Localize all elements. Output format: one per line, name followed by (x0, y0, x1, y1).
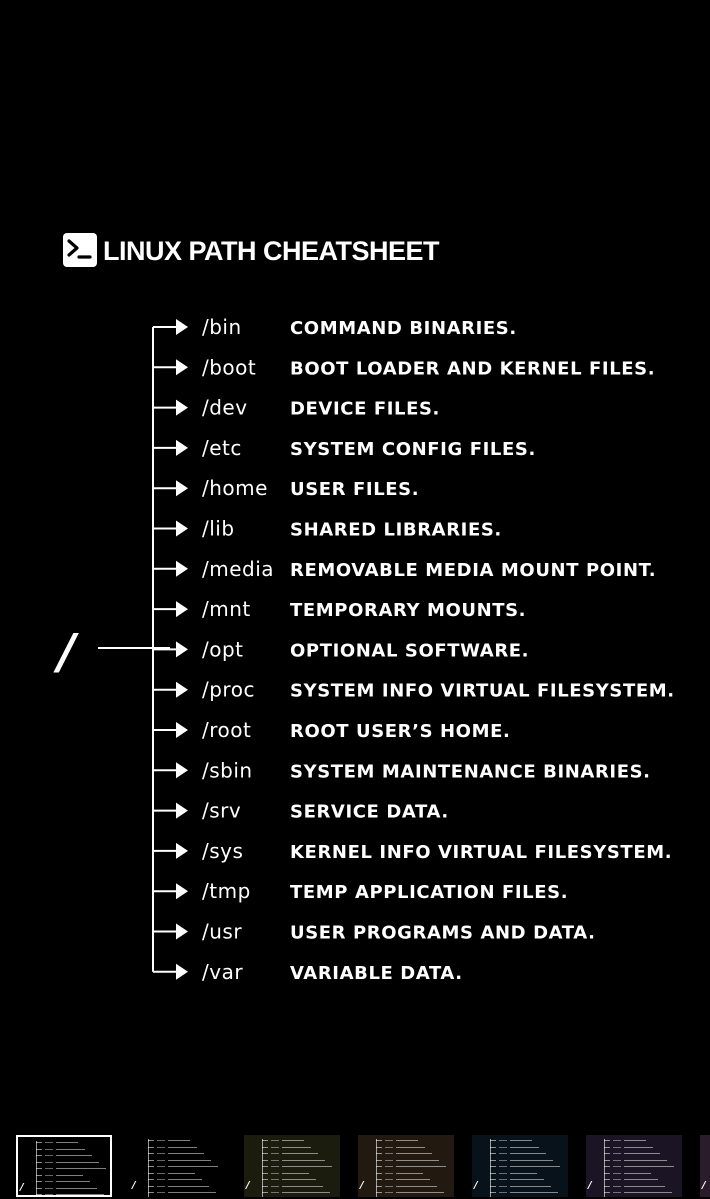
thumbnail-branch (36, 1194, 42, 1195)
arrow-head-icon (176, 722, 188, 738)
directory-description: USER FILES. (290, 479, 420, 501)
thumbnail-description-text (396, 1192, 444, 1193)
thumbnail-description-text (168, 1186, 209, 1187)
thumbnail-branch (376, 1140, 382, 1141)
directory-description: TEMPORARY MOUNTS. (290, 600, 527, 622)
arrow-head-icon (176, 843, 188, 859)
header (63, 233, 440, 267)
tree-entry (153, 476, 419, 500)
thumbnail-branch (262, 1192, 268, 1193)
thumbnail-description-text (510, 1166, 560, 1167)
thumbnail-description-text (168, 1160, 211, 1161)
thumbnail-root-label: / (246, 1180, 250, 1191)
thumbnail-description-text (168, 1173, 195, 1174)
directory-path: /root (202, 718, 252, 742)
thumbnail-trunk (604, 1139, 605, 1197)
thumbnail-path-text (271, 1179, 279, 1180)
thumbnail-description-text (396, 1153, 432, 1154)
thumbnail-path-text (45, 1188, 53, 1189)
thumbnail-strip (0, 1133, 710, 1199)
thumbnail-path-text (613, 1192, 621, 1193)
thumbnail-branch (490, 1186, 496, 1187)
thumbnail-description-text (282, 1179, 316, 1180)
arrow-head-icon (176, 319, 188, 335)
directory-path: /var (202, 959, 244, 984)
tree-entry (153, 839, 672, 863)
thumbnail-path-text (45, 1175, 53, 1176)
thumbnail-branch (36, 1162, 42, 1163)
arrow-head-icon (176, 601, 188, 617)
directory-path: /media (202, 556, 275, 581)
thumbnail-branch (376, 1153, 382, 1154)
thumbnail-path-text (499, 1153, 507, 1154)
thumbnail-path-text (157, 1166, 165, 1167)
thumbnail-branch (148, 1179, 154, 1180)
directory-description: KERNEL INFO VIRTUAL FILESYSTEM. (290, 841, 673, 863)
tree-entry (153, 879, 568, 903)
thumbnail-branch (148, 1153, 154, 1154)
thumbnail-description-text (168, 1147, 197, 1148)
thumbnail-description-text (56, 1142, 78, 1143)
thumbnail-description-text (168, 1179, 202, 1180)
directory-path: /dev (202, 395, 248, 420)
thumbnail-description-text (510, 1179, 544, 1180)
thumbnail-description-text (624, 1166, 674, 1167)
thumbnail-description-text (168, 1192, 216, 1193)
thumbnail-branch (490, 1166, 496, 1167)
thumbnail-branch (376, 1173, 382, 1174)
tree-entry (153, 718, 510, 742)
thumbnail-description-text (624, 1192, 672, 1193)
terminal-prompt-icon (63, 233, 97, 267)
thumbnail-branch (604, 1160, 610, 1161)
arrow-head-icon (176, 883, 188, 899)
thumbnail-branch (36, 1175, 42, 1176)
thumbnail-branch (490, 1192, 496, 1193)
thumbnail-branch (148, 1166, 154, 1167)
thumbnail-path-text (271, 1153, 279, 1154)
thumbnail-branch (262, 1179, 268, 1180)
thumbnail-path-text (157, 1147, 165, 1148)
thumbnail-path-text (271, 1147, 279, 1148)
thumbnail-branch (262, 1160, 268, 1161)
thumbnail-root-label: / (588, 1180, 592, 1191)
thumbnail-description-text (282, 1160, 325, 1161)
arrow-head-icon (176, 561, 188, 577)
thumbnail-description-text (624, 1186, 665, 1187)
thumbnail-path-text (613, 1166, 621, 1167)
thumbnail-branch (148, 1140, 154, 1141)
thumbnail-description-text (510, 1160, 553, 1161)
directory-path: /home (202, 476, 268, 501)
directory-description: VARIABLE DATA. (290, 962, 463, 984)
thumbnail-description-text (168, 1140, 190, 1141)
directory-description: SERVICE DATA. (290, 801, 449, 823)
tree-entry (153, 960, 463, 984)
thumbnail-description-text (282, 1147, 311, 1148)
thumbnail-root-label: / (702, 1180, 706, 1191)
thumbnail-root-label: / (20, 1182, 24, 1193)
tree-entry (153, 396, 440, 420)
thumbnail-trunk (376, 1139, 377, 1197)
arrow-head-icon (176, 641, 188, 657)
thumbnail-path-text (613, 1153, 621, 1154)
thumbnail-path-text (499, 1186, 507, 1187)
thumbnail[interactable] (16, 1135, 112, 1197)
thumbnail-root-label: / (360, 1180, 364, 1191)
thumbnail-path-text (271, 1192, 279, 1193)
thumbnail-description-text (56, 1194, 104, 1195)
directory-description: BOOT LOADER AND KERNEL FILES. (290, 358, 656, 380)
tree-entry (153, 920, 596, 944)
thumbnail-trunk (148, 1139, 149, 1197)
thumbnail-branch (36, 1155, 42, 1156)
thumbnail-path-text (157, 1186, 165, 1187)
thumbnail-path-text (385, 1166, 393, 1167)
directory-path: /opt (202, 637, 244, 662)
thumbnail-path-text (613, 1186, 621, 1187)
thumbnail-path-text (271, 1160, 279, 1161)
thumbnail-description-text (510, 1153, 546, 1154)
thumbnail-branch (490, 1147, 496, 1148)
thumbnail-branch (376, 1179, 382, 1180)
thumbnail-path-text (385, 1147, 393, 1148)
thumbnail[interactable] (358, 1135, 454, 1197)
thumbnail-path-text (613, 1173, 621, 1174)
thumbnail-description-text (282, 1140, 304, 1141)
thumbnail-path-text (45, 1155, 53, 1156)
thumbnail-path-text (385, 1140, 393, 1141)
thumbnail-description-text (56, 1175, 83, 1176)
arrow-head-icon (176, 803, 188, 819)
thumbnail-path-text (45, 1142, 53, 1143)
thumbnail-path-text (499, 1166, 507, 1167)
arrow-head-icon (176, 924, 188, 940)
thumbnail[interactable] (586, 1135, 682, 1197)
page-title: LINUX PATH CHEATSHEET (103, 236, 440, 266)
thumbnail-branch (36, 1142, 42, 1143)
arrow-head-icon (176, 521, 188, 537)
directory-path: /etc (202, 435, 242, 460)
directory-description: ROOT USER’S HOME. (290, 721, 511, 742)
thumbnail-root-label: / (474, 1180, 478, 1191)
thumbnail-description-text (510, 1147, 539, 1148)
thumbnail-branch (36, 1188, 42, 1189)
arrow-head-icon (176, 359, 188, 375)
thumbnail-branch (604, 1173, 610, 1174)
thumbnail-description-text (56, 1162, 99, 1163)
thumbnail-description-text (396, 1140, 418, 1141)
thumbnail-branch (604, 1147, 610, 1148)
thumbnail-path-text (385, 1186, 393, 1187)
tree-entry (153, 517, 502, 541)
thumbnail-path-text (45, 1181, 53, 1182)
directory-path: /sbin (202, 758, 253, 783)
thumbnail[interactable] (700, 1135, 710, 1197)
thumbnail-description-text (624, 1173, 651, 1174)
thumbnail-branch (148, 1147, 154, 1148)
thumbnail-description-text (624, 1147, 653, 1148)
tree-entry (153, 597, 526, 621)
thumbnail-branch (262, 1186, 268, 1187)
thumbnail-path-text (385, 1153, 393, 1154)
thumbnail-description-text (282, 1192, 330, 1193)
thumbnail-description-text (396, 1186, 437, 1187)
thumbnail-description-text (282, 1153, 318, 1154)
tree-entry (153, 315, 517, 339)
thumbnail-branch (604, 1192, 610, 1193)
thumbnail-trunk (262, 1139, 263, 1197)
thumbnail-description-text (396, 1179, 430, 1180)
tree-entry (153, 557, 656, 581)
thumbnail-description-text (56, 1168, 106, 1169)
tree-entry (153, 799, 449, 823)
directory-description: SYSTEM CONFIG FILES. (290, 438, 536, 460)
directory-path: /boot (202, 355, 257, 380)
thumbnail-path-text (613, 1140, 621, 1141)
directory-path: /usr (202, 919, 243, 944)
thumbnail-description-text (624, 1160, 667, 1161)
thumbnail-path-text (499, 1179, 507, 1180)
thumbnail-branch (148, 1160, 154, 1161)
thumbnail-description-text (510, 1173, 537, 1174)
thumbnail-path-text (157, 1153, 165, 1154)
thumbnail-path-text (157, 1160, 165, 1161)
thumbnail-branch (490, 1179, 496, 1180)
thumbnail-path-text (45, 1162, 53, 1163)
root-label: / (58, 624, 76, 680)
thumbnail-description-text (282, 1166, 332, 1167)
thumbnail-path-text (499, 1192, 507, 1193)
thumbnail-path-text (157, 1192, 165, 1193)
arrow-head-icon (176, 480, 188, 496)
directory-path: /tmp (202, 879, 251, 904)
thumbnail-branch (376, 1192, 382, 1193)
thumbnail-description-text (624, 1179, 658, 1180)
thumbnail-branch (262, 1173, 268, 1174)
thumbnail-root-label: / (132, 1180, 136, 1191)
thumbnail-path-text (385, 1192, 393, 1193)
thumbnail-branch (604, 1186, 610, 1187)
thumbnail-branch (490, 1153, 496, 1154)
thumbnail-description-text (396, 1166, 446, 1167)
thumbnail-description-text (510, 1192, 558, 1193)
thumbnail-description-text (624, 1140, 646, 1141)
directory-description: REMOVABLE MEDIA MOUNT POINT. (290, 559, 657, 581)
thumbnail-path-text (271, 1173, 279, 1174)
thumbnail-description-text (56, 1149, 85, 1150)
thumbnail-path-text (271, 1140, 279, 1141)
thumbnail-description-text (56, 1188, 97, 1189)
directory-description: COMMAND BINARIES. (290, 318, 517, 339)
tree-entry (153, 637, 529, 661)
thumbnail-branch (148, 1192, 154, 1193)
thumbnail-description-text (168, 1153, 204, 1154)
directory-path: /proc (202, 677, 255, 702)
thumbnail[interactable] (244, 1135, 340, 1197)
directory-description: TEMP APPLICATION FILES. (290, 882, 569, 904)
thumbnail-description-text (56, 1155, 92, 1156)
thumbnail-branch (262, 1153, 268, 1154)
thumbnail-description-text (168, 1166, 218, 1167)
thumbnail-path-text (499, 1140, 507, 1141)
thumbnail-path-text (45, 1149, 53, 1150)
directory-description: USER PROGRAMS AND DATA. (290, 922, 596, 944)
directory-path: /lib (202, 516, 235, 541)
directory-path: /bin (202, 315, 242, 339)
tree-entry (153, 355, 655, 379)
thumbnail[interactable] (472, 1135, 568, 1197)
tree-entry (153, 758, 651, 782)
directory-description: SYSTEM INFO VIRTUAL FILESYSTEM. (290, 680, 675, 702)
thumbnail-description-text (396, 1173, 423, 1174)
thumbnail-branch (36, 1181, 42, 1182)
thumbnail[interactable] (130, 1135, 226, 1197)
arrow-head-icon (176, 964, 188, 980)
thumbnail-description-text (282, 1173, 309, 1174)
arrow-head-icon (176, 400, 188, 416)
thumbnail-branch (490, 1140, 496, 1141)
thumbnail-path-text (271, 1166, 279, 1167)
directory-path: /mnt (202, 597, 251, 622)
thumbnail-description-text (396, 1147, 425, 1148)
thumbnail-branch (604, 1179, 610, 1180)
directory-tree (153, 315, 675, 984)
directory-description: DEVICE FILES. (290, 398, 440, 420)
thumbnail-branch (604, 1140, 610, 1141)
thumbnail-path-text (385, 1160, 393, 1161)
thumbnail-description-text (510, 1186, 551, 1187)
thumbnail-description-text (56, 1181, 90, 1182)
thumbnail-path-text (613, 1147, 621, 1148)
tree-entry (153, 436, 536, 460)
thumbnail-trunk (490, 1139, 491, 1197)
thumbnail-branch (262, 1147, 268, 1148)
thumbnail-path-text (499, 1147, 507, 1148)
thumbnail-branch (604, 1166, 610, 1167)
thumbnail-path-text (385, 1173, 393, 1174)
thumbnail-path-text (499, 1160, 507, 1161)
thumbnail-branch (148, 1173, 154, 1174)
thumbnail-branch (376, 1160, 382, 1161)
arrow-head-icon (176, 762, 188, 778)
directory-path: /srv (202, 798, 242, 823)
thumbnail-path-text (157, 1140, 165, 1141)
thumbnail-branch (148, 1186, 154, 1187)
arrow-head-icon (176, 682, 188, 698)
thumbnail-branch (376, 1186, 382, 1187)
thumbnail-branch (36, 1168, 42, 1169)
thumbnail-path-text (157, 1179, 165, 1180)
thumbnail-path-text (45, 1168, 53, 1169)
thumbnail-description-text (624, 1153, 660, 1154)
directory-path: /sys (202, 838, 244, 863)
thumbnail-path-text (613, 1160, 621, 1161)
thumbnail-path-text (271, 1186, 279, 1187)
thumbnail-description-text (282, 1186, 323, 1187)
thumbnail-path-text (45, 1194, 53, 1195)
thumbnail-branch (604, 1153, 610, 1154)
thumbnail-description-text (396, 1160, 439, 1161)
directory-description: OPTIONAL SOFTWARE. (290, 640, 530, 662)
directory-description: SHARED LIBRARIES. (290, 519, 502, 541)
thumbnail-path-text (157, 1173, 165, 1174)
thumbnail-path-text (499, 1173, 507, 1174)
thumbnail-branch (36, 1149, 42, 1150)
thumbnail-branch (490, 1160, 496, 1161)
thumbnail-path-text (613, 1179, 621, 1180)
thumbnail-branch (490, 1173, 496, 1174)
thumbnail-branch (262, 1140, 268, 1141)
thumbnail-description-text (510, 1140, 532, 1141)
directory-description: SYSTEM MAINTENANCE BINARIES. (290, 761, 651, 783)
thumbnail-branch (376, 1166, 382, 1167)
thumbnail-branch (376, 1147, 382, 1148)
thumbnail-path-text (385, 1179, 393, 1180)
thumbnail-branch (262, 1166, 268, 1167)
tree-entry (153, 678, 675, 702)
arrow-head-icon (176, 440, 188, 456)
